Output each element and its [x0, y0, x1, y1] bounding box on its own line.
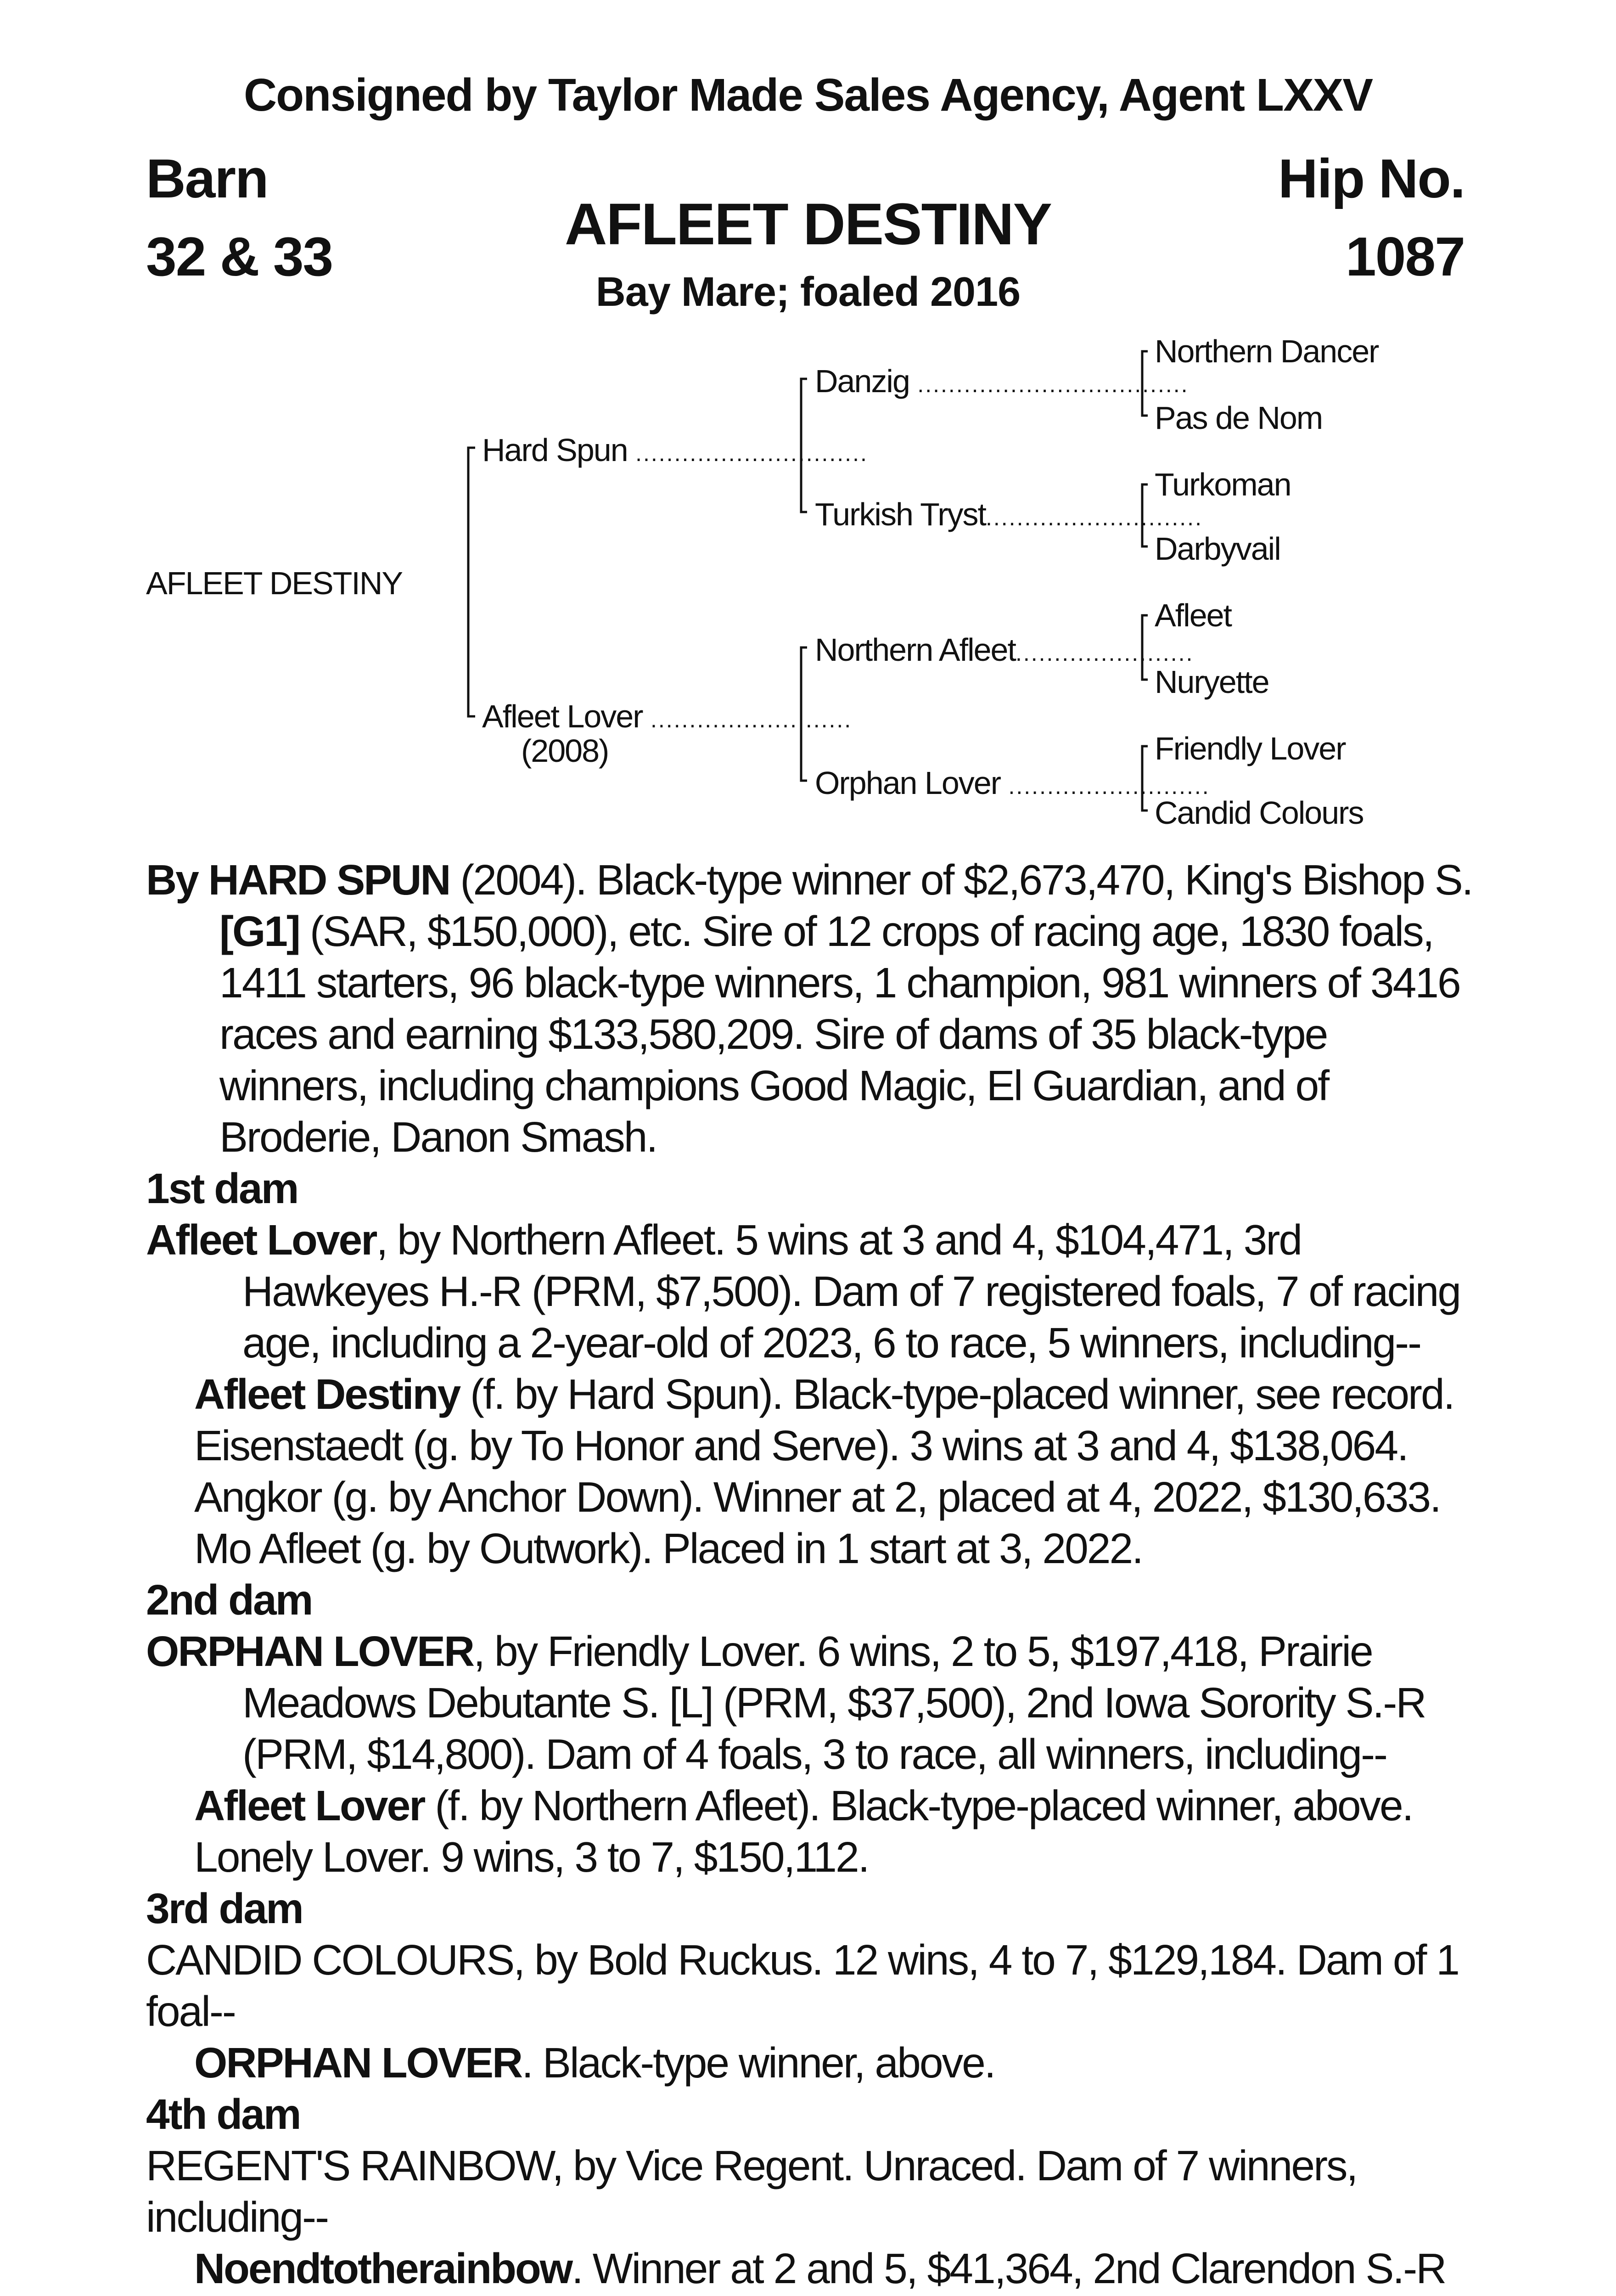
pedigree-g3-4: Darbyvail: [1155, 531, 1280, 567]
dam1-name: Afleet Lover: [146, 1216, 376, 1264]
dam3-produce-text: . Black-type winner, above.: [522, 2039, 995, 2087]
dam2-produce-1-text: (f. by Northern Afleet). Black-type-placed winner, above.: [424, 1782, 1413, 1829]
sire-text-2: (SAR, $150,000), etc. Sire of 12 crops of racing age, 1830 foals, 1411 starters, 96 black-type winners, 1 champion, 981 winners of 3416 races and earning $133,580,209. Sire of dams of 35 black-type winners, including champions Good Magic, El Guardian, and of Broderie, Danon Smash.: [219, 907, 1460, 1161]
noend-bold: Noendtotherainbow: [194, 2245, 572, 2292]
dam1-produce-2: Eisenstaedt (g. by To Honor and Serve). 3 wins at 3 and 4, $138,064.: [194, 1422, 1408, 1469]
pedigree-sire-name: Hard Spun: [482, 432, 628, 468]
catalog-body: [146, 854, 1473, 2296]
dam2-produce-1: [146, 1780, 1473, 1831]
hip-label: Hip No.: [1278, 148, 1464, 209]
pedigree-sire-dam: Turkish Tryst............................: [815, 496, 1203, 532]
pedigree-g3-5: Afleet: [1155, 597, 1231, 633]
pedigree-sire-dam-name: Turkish Tryst: [815, 496, 986, 532]
sire-grade: [G1]: [219, 907, 299, 955]
pedigree-dam-name: Afleet Lover: [482, 698, 643, 734]
dam3-produce-bold: ORPHAN LOVER: [194, 2039, 522, 2087]
pedigree-g3-3: Turkoman: [1155, 467, 1291, 502]
dam3-heading: 3rd dam: [146, 1885, 303, 1932]
pedigree-dam: Afleet Lover ..........................: [482, 698, 853, 734]
pedigree-subject: AFLEET DESTINY: [146, 565, 403, 601]
pedigree-g3-1: Northern Dancer: [1155, 333, 1379, 369]
sire-paragraph: [146, 854, 1473, 1163]
dam2-paragraph: [146, 1626, 1473, 1780]
horse-description: Bay Mare; foaled 2016: [595, 269, 1021, 315]
dam1-paragraph: [146, 1214, 1473, 1368]
pedigree-dam-dam-name: Orphan Lover: [815, 765, 1001, 801]
pedigree-g3-8: Candid Colours: [1155, 795, 1364, 831]
dam2-heading: 2nd dam: [146, 1576, 312, 1624]
pedigree-g3-6: Nuryette: [1155, 664, 1269, 700]
dam2-produce-2: Lonely Lover. 9 wins, 3 to 7, $150,112.: [194, 1833, 869, 1881]
consignor-line: Consigned by Taylor Made Sales Agency, Agent LXXV: [243, 69, 1373, 121]
pedigree-g3-2: Pas de Nom: [1155, 400, 1323, 436]
dam4-paragraph: REGENT'S RAINBOW, by Vice Regent. Unraced. Dam of 7 winners, including--: [146, 2142, 1357, 2241]
horse-name: AFLEET DESTINY: [564, 191, 1052, 257]
dam1-produce-1-text: (f. by Hard Spun). Black-type-placed winner, see record.: [460, 1370, 1454, 1418]
barn-number: 32 & 33: [146, 226, 333, 287]
dam3-paragraph: CANDID COLOURS, by Bold Ruckus. 12 wins, 4 to 7, $129,184. Dam of 1 foal--: [146, 1936, 1459, 2035]
dam4-heading: 4th dam: [146, 2090, 300, 2138]
dam2-text: , by Friendly Lover. 6 wins, 2 to 5, $197,418, Prairie Meadows Debutante S. [L] (PRM, $37,500), 2nd Iowa Sorority S.-R (PRM, $14,800). Dam of 4 foals, 3 to race, all winners, including--: [242, 1627, 1425, 1778]
dam1-produce-1-bold: Afleet Destiny: [194, 1370, 460, 1418]
pedigree-sire: Hard Spun ..............................: [482, 432, 868, 468]
noend-text: . Winner at 2 and 5, $41,364, 2nd Clarendon S.-R: [572, 2245, 1446, 2292]
dam1-text: , by Northern Afleet. 5 wins at 3 and 4, $104,471, 3rd Hawkeyes H.-R (PRM, $7,500). Dam of 7 registered foals, 7 of racing age, including a 2-year-old of 2023, 6 to race, 5 winners, including--: [242, 1216, 1460, 1367]
dam3-produce: [146, 2037, 1473, 2088]
barn-label: Barn: [146, 148, 268, 209]
sire-text-1: (2004). Black-type winner of $2,673,470, King's Bishop S.: [449, 856, 1472, 904]
sire-lead: By HARD SPUN: [146, 856, 450, 904]
dam1-produce-3: Angkor (g. by Anchor Down). Winner at 2, placed at 4, 2022, $130,633.: [194, 1473, 1440, 1521]
dam1-produce-1: [146, 1368, 1473, 1420]
dam2-produce-1-bold: Afleet Lover: [194, 1782, 425, 1829]
dam4-noendtotherainbow: [146, 2243, 1473, 2296]
pedigree-g3-7: Friendly Lover: [1155, 731, 1346, 766]
dam1-heading: 1st dam: [146, 1165, 298, 1212]
pedigree-dam-sire: Northern Afleet.......................: [815, 632, 1194, 668]
pedigree-sire-sire: Danzig ...................................: [815, 363, 1189, 399]
pedigree-dam-dam: Orphan Lover ..........................: [815, 765, 1210, 801]
dam2-name: ORPHAN LOVER: [146, 1627, 474, 1675]
hip-number: 1087: [1346, 226, 1464, 287]
pedigree-dam-year: (2008): [521, 733, 609, 769]
pedigree-sire-sire-name: Danzig: [815, 363, 909, 399]
pedigree-dam-sire-name: Northern Afleet: [815, 632, 1016, 668]
dam1-produce-4: Mo Afleet (g. by Outwork). Placed in 1 start at 3, 2022.: [194, 1525, 1143, 1572]
